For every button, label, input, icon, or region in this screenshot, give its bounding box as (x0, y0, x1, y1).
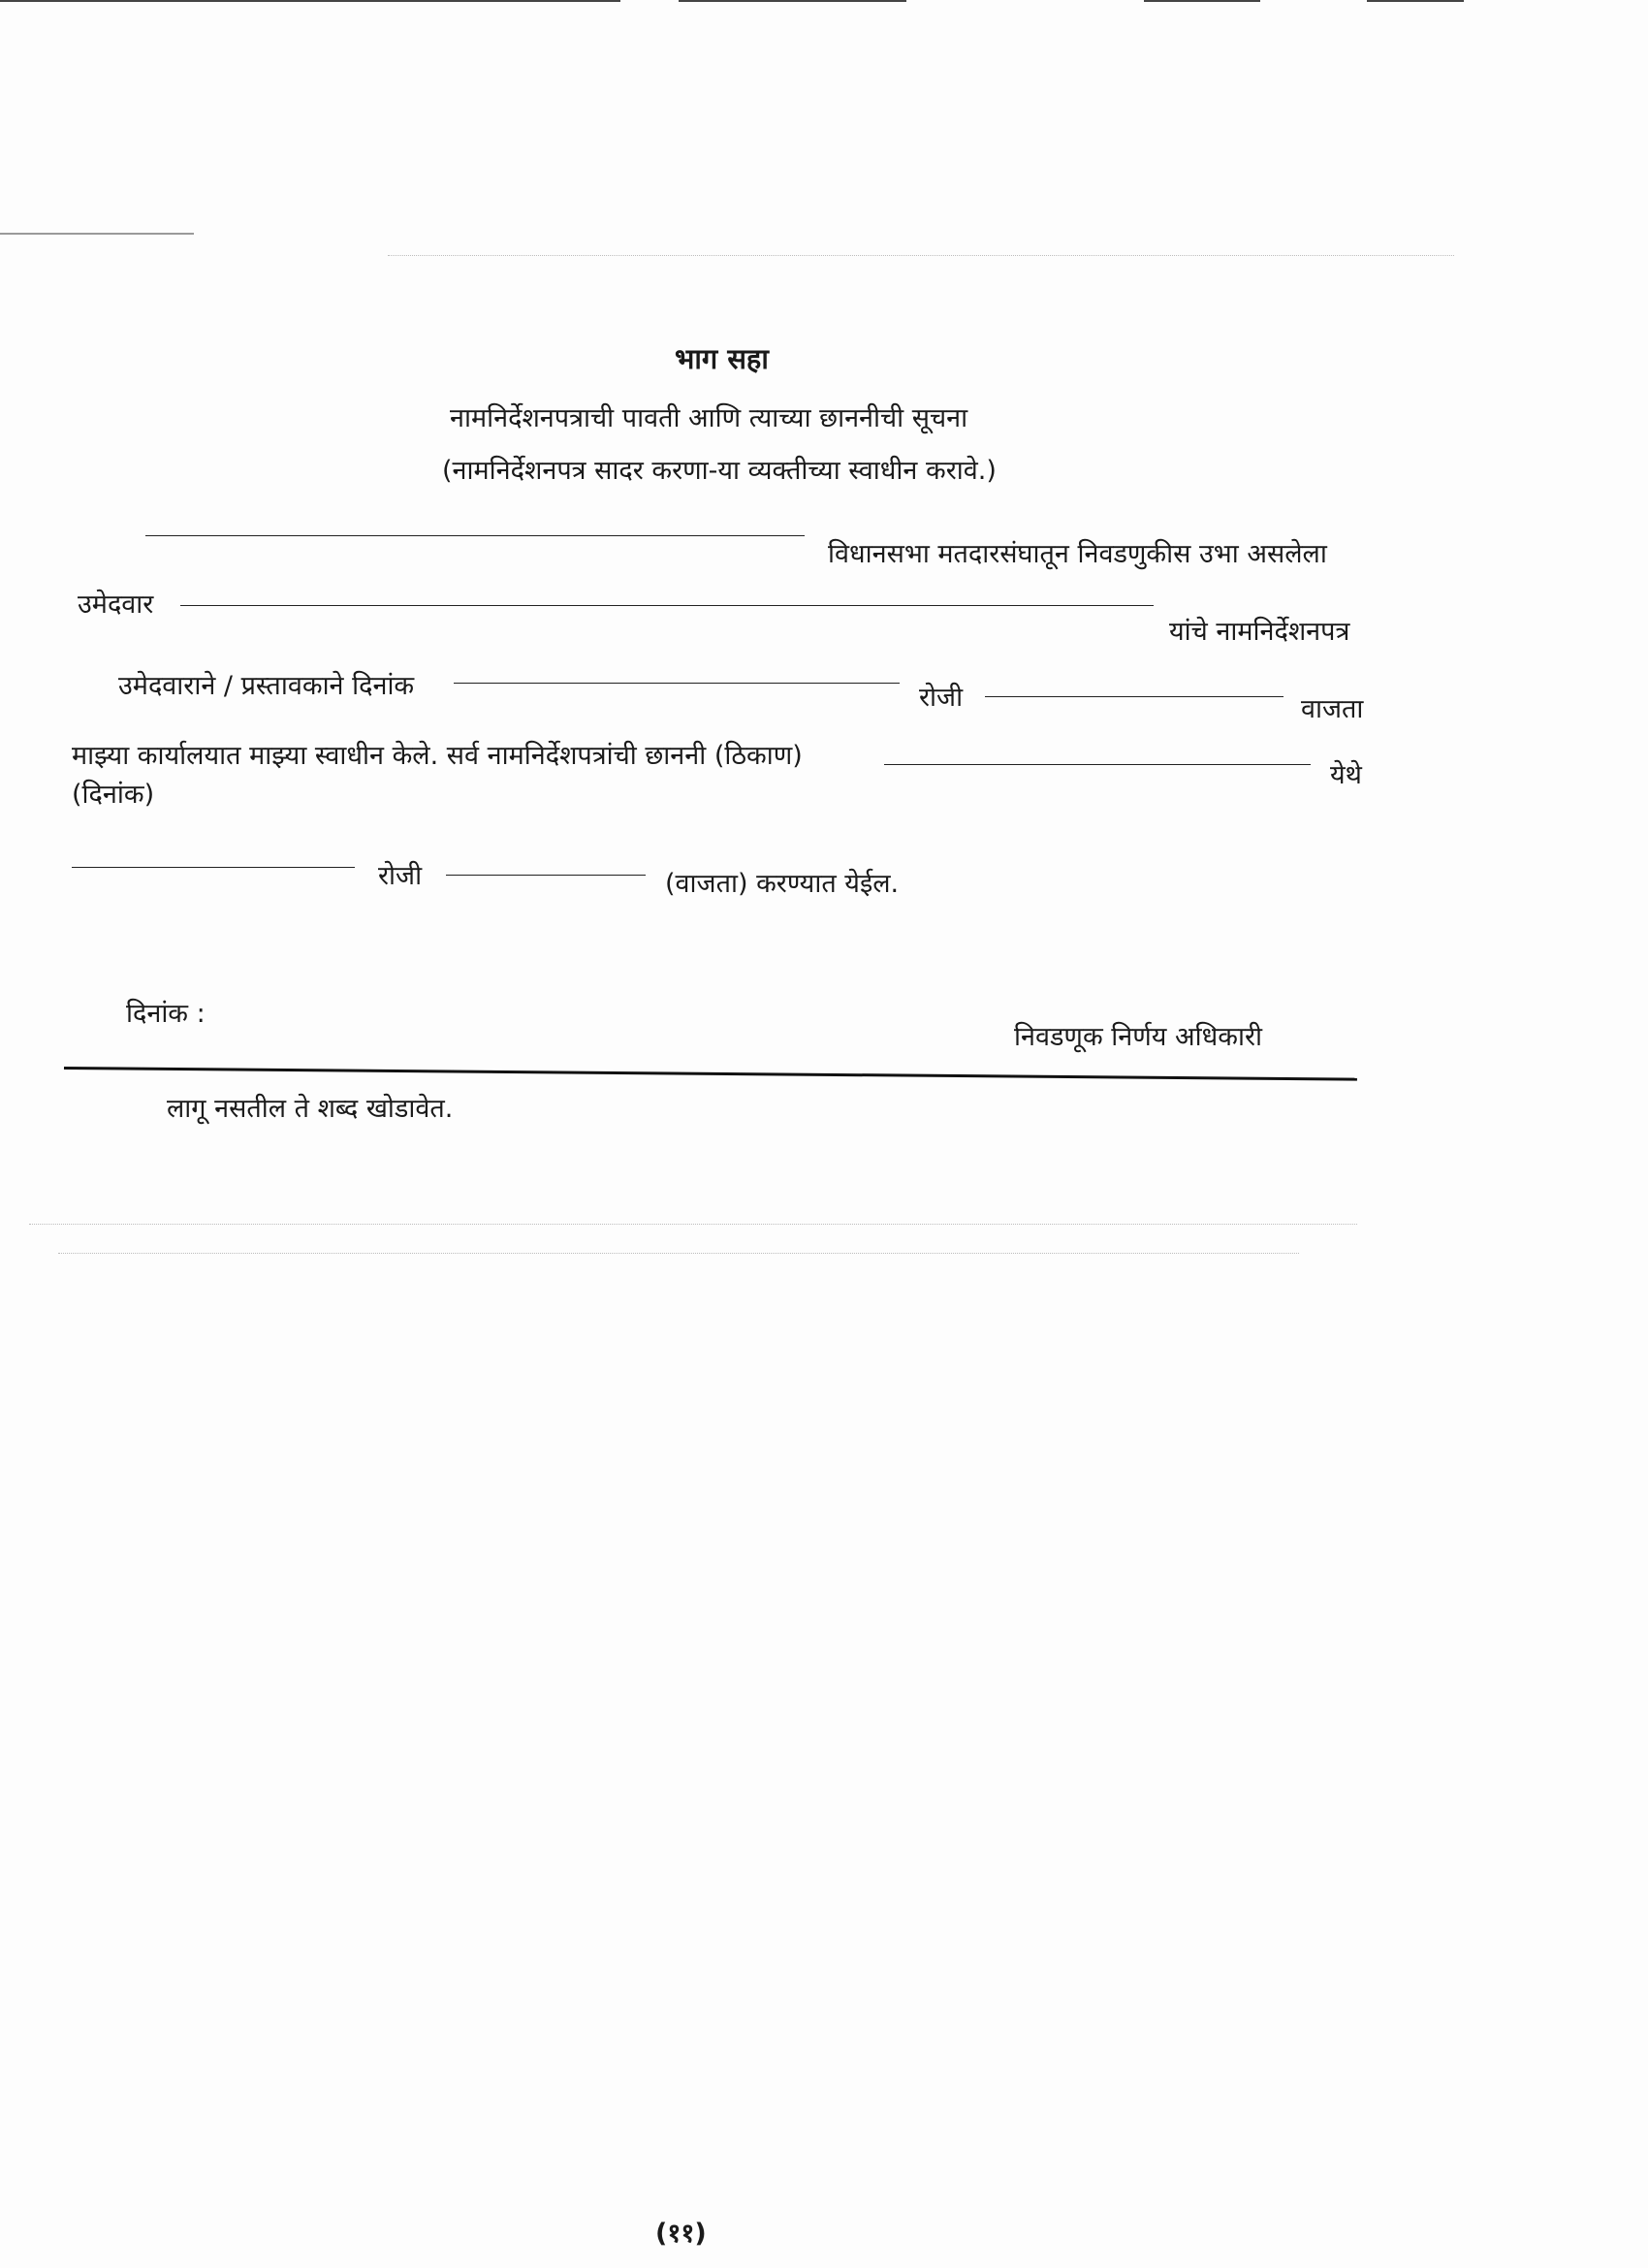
date-label: दिनांक : (126, 999, 206, 1029)
scrutiny-place-text: माझ्या कार्यालयात माझ्या स्वाधीन केले. सर्व नामनिर्देशपत्रांची छाननी (ठिकाण) (72, 741, 803, 771)
scan-noise (58, 1253, 1299, 1254)
submission-time-label: वाजता (1301, 694, 1364, 724)
nomination-text: यांचे नामनिर्देशनपत्र (1169, 617, 1350, 647)
candidate-label: उमेदवार (78, 590, 154, 620)
scrutiny-on-label: रोजी (378, 861, 423, 891)
scrutiny-time-text: (वाजता) करण्यात येईल. (665, 869, 900, 899)
constituency-blank-line (145, 535, 805, 536)
scan-smudge (0, 233, 194, 235)
candidate-blank-line (180, 605, 1154, 606)
page-number: (११) (655, 2219, 707, 2249)
submission-time-blank-line (985, 696, 1284, 697)
submission-on-label: रोजी (919, 683, 964, 713)
scrutiny-date-blank-line (72, 867, 355, 868)
scan-edge-line (0, 0, 620, 2)
scan-edge-line (1367, 0, 1464, 2)
section-title: भाग सहा (675, 342, 769, 375)
scan-noise (29, 1224, 1357, 1225)
scan-noise (388, 255, 1454, 256)
scan-edge-line (1144, 0, 1260, 2)
scrutiny-place-suffix: येथे (1330, 760, 1362, 790)
scrutiny-time-blank-line (446, 875, 646, 876)
footnote-text: लागू नसतील ते शब्द खोडावेत. (167, 1094, 454, 1124)
scan-edge-line (679, 0, 906, 2)
scrutiny-place-blank-line (884, 764, 1311, 765)
constituency-text: विधानसभा मतदारसंघातून निवडणुकीस उभा असलेला (828, 539, 1327, 569)
scrutiny-date-label: (दिनांक) (72, 780, 155, 810)
returning-officer-label: निवडणूक निर्णय अधिकारी (1014, 1022, 1263, 1052)
submission-date-label: उमेदवाराने / प्रस्तावकाने दिनांक (118, 671, 415, 701)
signature-separator (64, 1067, 1357, 1081)
subtitle: नामनिर्देशनपत्राची पावती आणि त्याच्या छाननीची सूचना (450, 403, 968, 433)
submission-date-blank-line (454, 683, 900, 684)
instruction-text: (नामनिर्देशनपत्र सादर करणा-या व्यक्तीच्या स्वाधीन करावे.) (442, 456, 997, 486)
